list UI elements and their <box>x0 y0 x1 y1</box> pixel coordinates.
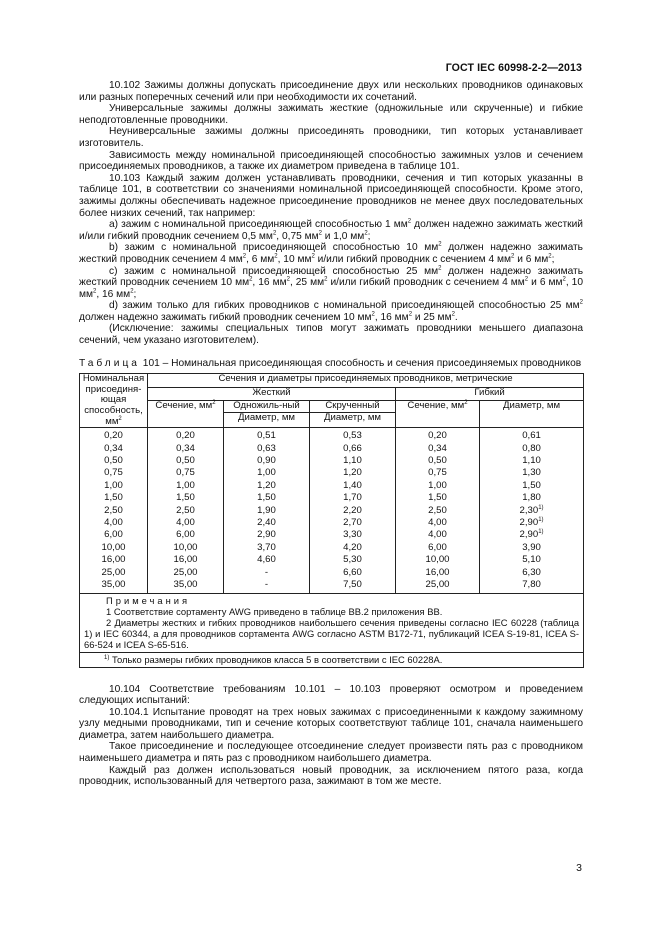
table-row <box>80 455 584 467</box>
table-row <box>80 517 584 529</box>
table-cell-fd: 0,80 <box>480 443 584 455</box>
table-cell-fd: 1,80 <box>480 492 584 504</box>
table-cell-cap: 0,50 <box>80 455 148 467</box>
table-cell-rs: 1,00 <box>148 480 224 492</box>
notes-title: Примечания <box>106 594 191 606</box>
table-cell-sd: 0,90 <box>224 455 310 467</box>
table-cell-fs: 10,00 <box>396 554 480 566</box>
table-row <box>80 567 584 579</box>
document-body <box>79 80 583 788</box>
table-caption: Таблица 101 – Номинальная присоединяющая способность и сечения присоединяемых проводников <box>79 357 582 369</box>
table-cell-st: 2,20 <box>310 505 396 517</box>
table-cell-rs: 6,00 <box>148 529 224 541</box>
paragraph-10-102: 10.102 Зажимы должны допускать присоединение двух или нескольких проводников одинаковых или разных поперечных сечений или при необходимости их сочетаний. <box>79 80 583 103</box>
table-cell-sd: 3,70 <box>224 542 310 554</box>
table-cell-st: 1,20 <box>310 467 396 479</box>
table-row <box>80 467 584 479</box>
table-cell-sd: 1,50 <box>224 492 310 504</box>
paragraph-10-103: 10.103 Каждый зажим должен устанавливать проводники, сечения и тип которых указанны в таблице 101, в соответствии со значениями номинальной присоединяющей способности. Кроме этого, зажимы должны обеспечивать надежное присоединение проводников не менее двух последовательных более низких сечений, так например: <box>79 172 583 219</box>
after-table-text <box>79 684 583 788</box>
table-cell-fs: 4,00 <box>396 529 480 541</box>
table-cell-sd: 1,20 <box>224 480 310 492</box>
table-cell-st: 2,70 <box>310 517 396 529</box>
table-cell-rs: 16,00 <box>148 554 224 566</box>
header-solid-diameter: Одножиль-ный Диаметр, мм <box>224 401 310 428</box>
list-item-b: b) зажим с номинальной присоединяющей способностью 10 $мм^2$ должен надежно зажимать жесткий проводник сечением 4 $мм^2$, 6 $мм^2$, 10 $мм^2$ и/или гибкий проводник с сечением 4 $мм^2$ и 6 $мм^2$; <box>79 241 583 265</box>
table-cell-st: 1,10 <box>310 455 396 467</box>
table-cell-fs: 0,20 <box>396 428 480 443</box>
table-cell-st: 1,70 <box>310 492 396 504</box>
table-cell-fs: 0,75 <box>396 467 480 479</box>
table-cell-fd: 2,90$^{1)}$ <box>480 529 584 541</box>
table-cell-cap: 0,20 <box>80 428 148 443</box>
table-cell-cap: 16,00 <box>80 554 148 566</box>
paragraph-10-104-1: 10.104.1 Испытание проводят на трех новых зажимах с присоединенными к каждому зажимному узлу медными проводниками, тип и сечение которых соответствуют таблице 101, сначала наименьшего диаметра, затем наибольшего диаметра. <box>79 706 583 741</box>
table-notes <box>80 593 584 652</box>
table-cell-fd: 2,30$^{1)}$ <box>480 505 584 517</box>
table-cell-sd: 1,90 <box>224 505 310 517</box>
table-cell-fs: 1,00 <box>396 480 480 492</box>
table-cell-sd: - <box>224 567 310 579</box>
table-cell-sd: 2,90 <box>224 529 310 541</box>
table-cell-cap: 35,00 <box>80 579 148 593</box>
standard-header: ГОСТ IEC 60998-2-2—2013 <box>445 62 582 74</box>
table-cell-fd: 1,50 <box>480 480 584 492</box>
table-cell-fs: 25,00 <box>396 579 480 593</box>
table-cell-fd: 1,10 <box>480 455 584 467</box>
table-cell-cap: 1,50 <box>80 492 148 504</box>
header-capacity: Номинальная присоединя-ющая способность, $мм^2$ <box>80 374 148 428</box>
list-item-d: d) зажим только для гибких проводников с номинальной присоединяющей способностью 25 $мм^2$ должен надежно зажимать гибкий проводник сечением 10 $мм^2$, 16 $мм^2$ и 25 $мм^2$. <box>79 299 583 323</box>
table-cell-cap: 0,75 <box>80 467 148 479</box>
table-cell-st: 5,30 <box>310 554 396 566</box>
table-cell-rs: 0,75 <box>148 467 224 479</box>
table-cell-sd: 4,60 <box>224 554 310 566</box>
table-cell-sd: 2,40 <box>224 517 310 529</box>
table-cell-cap: 6,00 <box>80 529 148 541</box>
note-1: 1 Соответствие сортаменту AWG приведено в таблице BB.2 приложения BB. <box>106 605 443 617</box>
table-cell-fs: 2,50 <box>396 505 480 517</box>
table-cell-st: 0,53 <box>310 428 396 443</box>
table-cell-st: 1,40 <box>310 480 396 492</box>
header-rigid-section: Сечение, $мм^2$ <box>148 401 224 428</box>
table-row <box>80 579 584 593</box>
table-row <box>80 480 584 492</box>
paragraph-connection-repeat: Такое присоединение и последующее отсоединение следует произвести пять раз с проводником наименьшего диаметра и пять раз с проводником наибольшего диаметра. <box>79 741 583 765</box>
table-row <box>80 542 584 554</box>
table-cell-rs: 1,50 <box>148 492 224 504</box>
paragraph-universal-terminals: Универсальные зажимы должны зажимать жесткие (одножильные или скрученные) и гибкие неподготовленные проводники. <box>79 103 583 126</box>
table-footnote: $^{1)}$ Только размеры гибких проводников класса 5 в соответствии с IEC 60228A. <box>80 652 584 667</box>
table-row <box>80 505 584 517</box>
header-flexible: Гибкий <box>396 387 584 400</box>
table-cell-st: 0,66 <box>310 443 396 455</box>
table-cell-rs: 2,50 <box>148 505 224 517</box>
table-cell-fd: 1,30 <box>480 467 584 479</box>
header-stranded-diameter: Скрученный Диаметр, мм <box>310 401 396 428</box>
note-2: 2 Диаметры жестких и гибких проводников наибольшего сечения приведены согласно IEC 60228 (таблица 1) и IEC 60344, а для проводников сортамента AWG согласно ASTM B172-71, публикаций ICEA S-19-81, ICEA S-66-524 и ICEA S-65-516. <box>84 616 580 650</box>
table-cell-sd: 0,51 <box>224 428 310 443</box>
table-cell-rs: 25,00 <box>148 567 224 579</box>
table-cell-cap: 4,00 <box>80 517 148 529</box>
table-cell-cap: 25,00 <box>80 567 148 579</box>
paragraph-non-universal-terminals: Неуниверсальные зажимы должны присоединять проводники, тип которых устанавливает изготовитель. <box>79 126 583 149</box>
table-cell-cap: 2,50 <box>80 505 148 517</box>
table-cell-cap: 0,34 <box>80 443 148 455</box>
table-cell-st: 6,60 <box>310 567 396 579</box>
table-cell-fd: 6,30 <box>480 567 584 579</box>
table-cell-cap: 10,00 <box>80 542 148 554</box>
paragraph-capacity-relation: Зависимость между номинальной присоединяющей способностью зажимных узлов и сечением присоединяемых проводников, а также их диаметром приведена в таблице 101. <box>79 149 583 173</box>
header-flexible-section: Сечение, $мм^2$ <box>396 401 480 428</box>
table-cell-rs: 35,00 <box>148 579 224 593</box>
table-cell-rs: 10,00 <box>148 542 224 554</box>
table-cell-fs: 4,00 <box>396 517 480 529</box>
table-row <box>80 492 584 504</box>
table-cell-fs: 0,34 <box>396 443 480 455</box>
table-cell-st: 3,30 <box>310 529 396 541</box>
paragraph-new-conductor: Каждый раз должен использоваться новый проводник, за исключением пятого раза, когда проводник, использованный для четвертого раза, зажимают в том же месте. <box>79 764 583 788</box>
table-cell-fd: 2,90$^{1)}$ <box>480 517 584 529</box>
table-cell-fs: 1,50 <box>396 492 480 504</box>
table-cell-cap: 1,00 <box>80 480 148 492</box>
table-cell-sd: - <box>224 579 310 593</box>
header-rigid: Жесткий <box>148 387 396 400</box>
table-row <box>80 428 584 443</box>
table-cell-fd: 3,90 <box>480 542 584 554</box>
header-flexible-diameter: Диаметр, мм <box>480 401 584 428</box>
table-cell-st: 4,20 <box>310 542 396 554</box>
table-cell-fd: 5,10 <box>480 554 584 566</box>
table-cell-fd: 7,80 <box>480 579 584 593</box>
table-cell-fs: 16,00 <box>396 567 480 579</box>
table-body <box>80 428 584 593</box>
table-cell-fd: 0,61 <box>480 428 584 443</box>
paragraph-exception: (Исключение: зажимы специальных типов могут зажимать проводники меньшего диапазона сечений, чем указано изготовителем). <box>79 323 583 347</box>
table-101 <box>79 373 584 667</box>
table-row <box>80 529 584 541</box>
table-cell-fs: 0,50 <box>396 455 480 467</box>
table-cell-rs: 0,50 <box>148 455 224 467</box>
list-item-a: а) зажим с номинальной присоединяющей способностью 1 $мм^2$ должен надежно зажимать жесткий и/или гибкий проводник сечением 0,5 $мм^2$, 0,75 $мм^2$ и 1,0 $мм^2$; <box>79 218 583 242</box>
table-cell-fs: 6,00 <box>396 542 480 554</box>
list-item-c: с) зажим с номинальной присоединяющей способностью 25 $мм^2$ должен надежно зажимать жесткий проводник сечением 10 $мм^2$, 16 $мм^2$, 25 $мм^2$ и/или гибкий проводник с сечением 4 $мм^2$ и 6 $мм^2$, 10 $мм^2$, 16 $мм^2$; <box>79 265 583 300</box>
page-number: 3 <box>576 862 582 874</box>
table-cell-sd: 0,63 <box>224 443 310 455</box>
table-cell-rs: 4,00 <box>148 517 224 529</box>
paragraph-10-104: 10.104 Соответствие требованиям 10.101 – 10.103 проверяют осмотром и проведением следующих испытаний: <box>79 683 583 707</box>
table-cell-st: 7,50 <box>310 579 396 593</box>
table-cell-rs: 0,34 <box>148 443 224 455</box>
header-sections-group: Сечения и диаметры присоединяемых проводников, метрические <box>148 374 584 387</box>
table-row <box>80 554 584 566</box>
table-cell-rs: 0,20 <box>148 428 224 443</box>
table-cell-sd: 1,00 <box>224 467 310 479</box>
table-row <box>80 443 584 455</box>
